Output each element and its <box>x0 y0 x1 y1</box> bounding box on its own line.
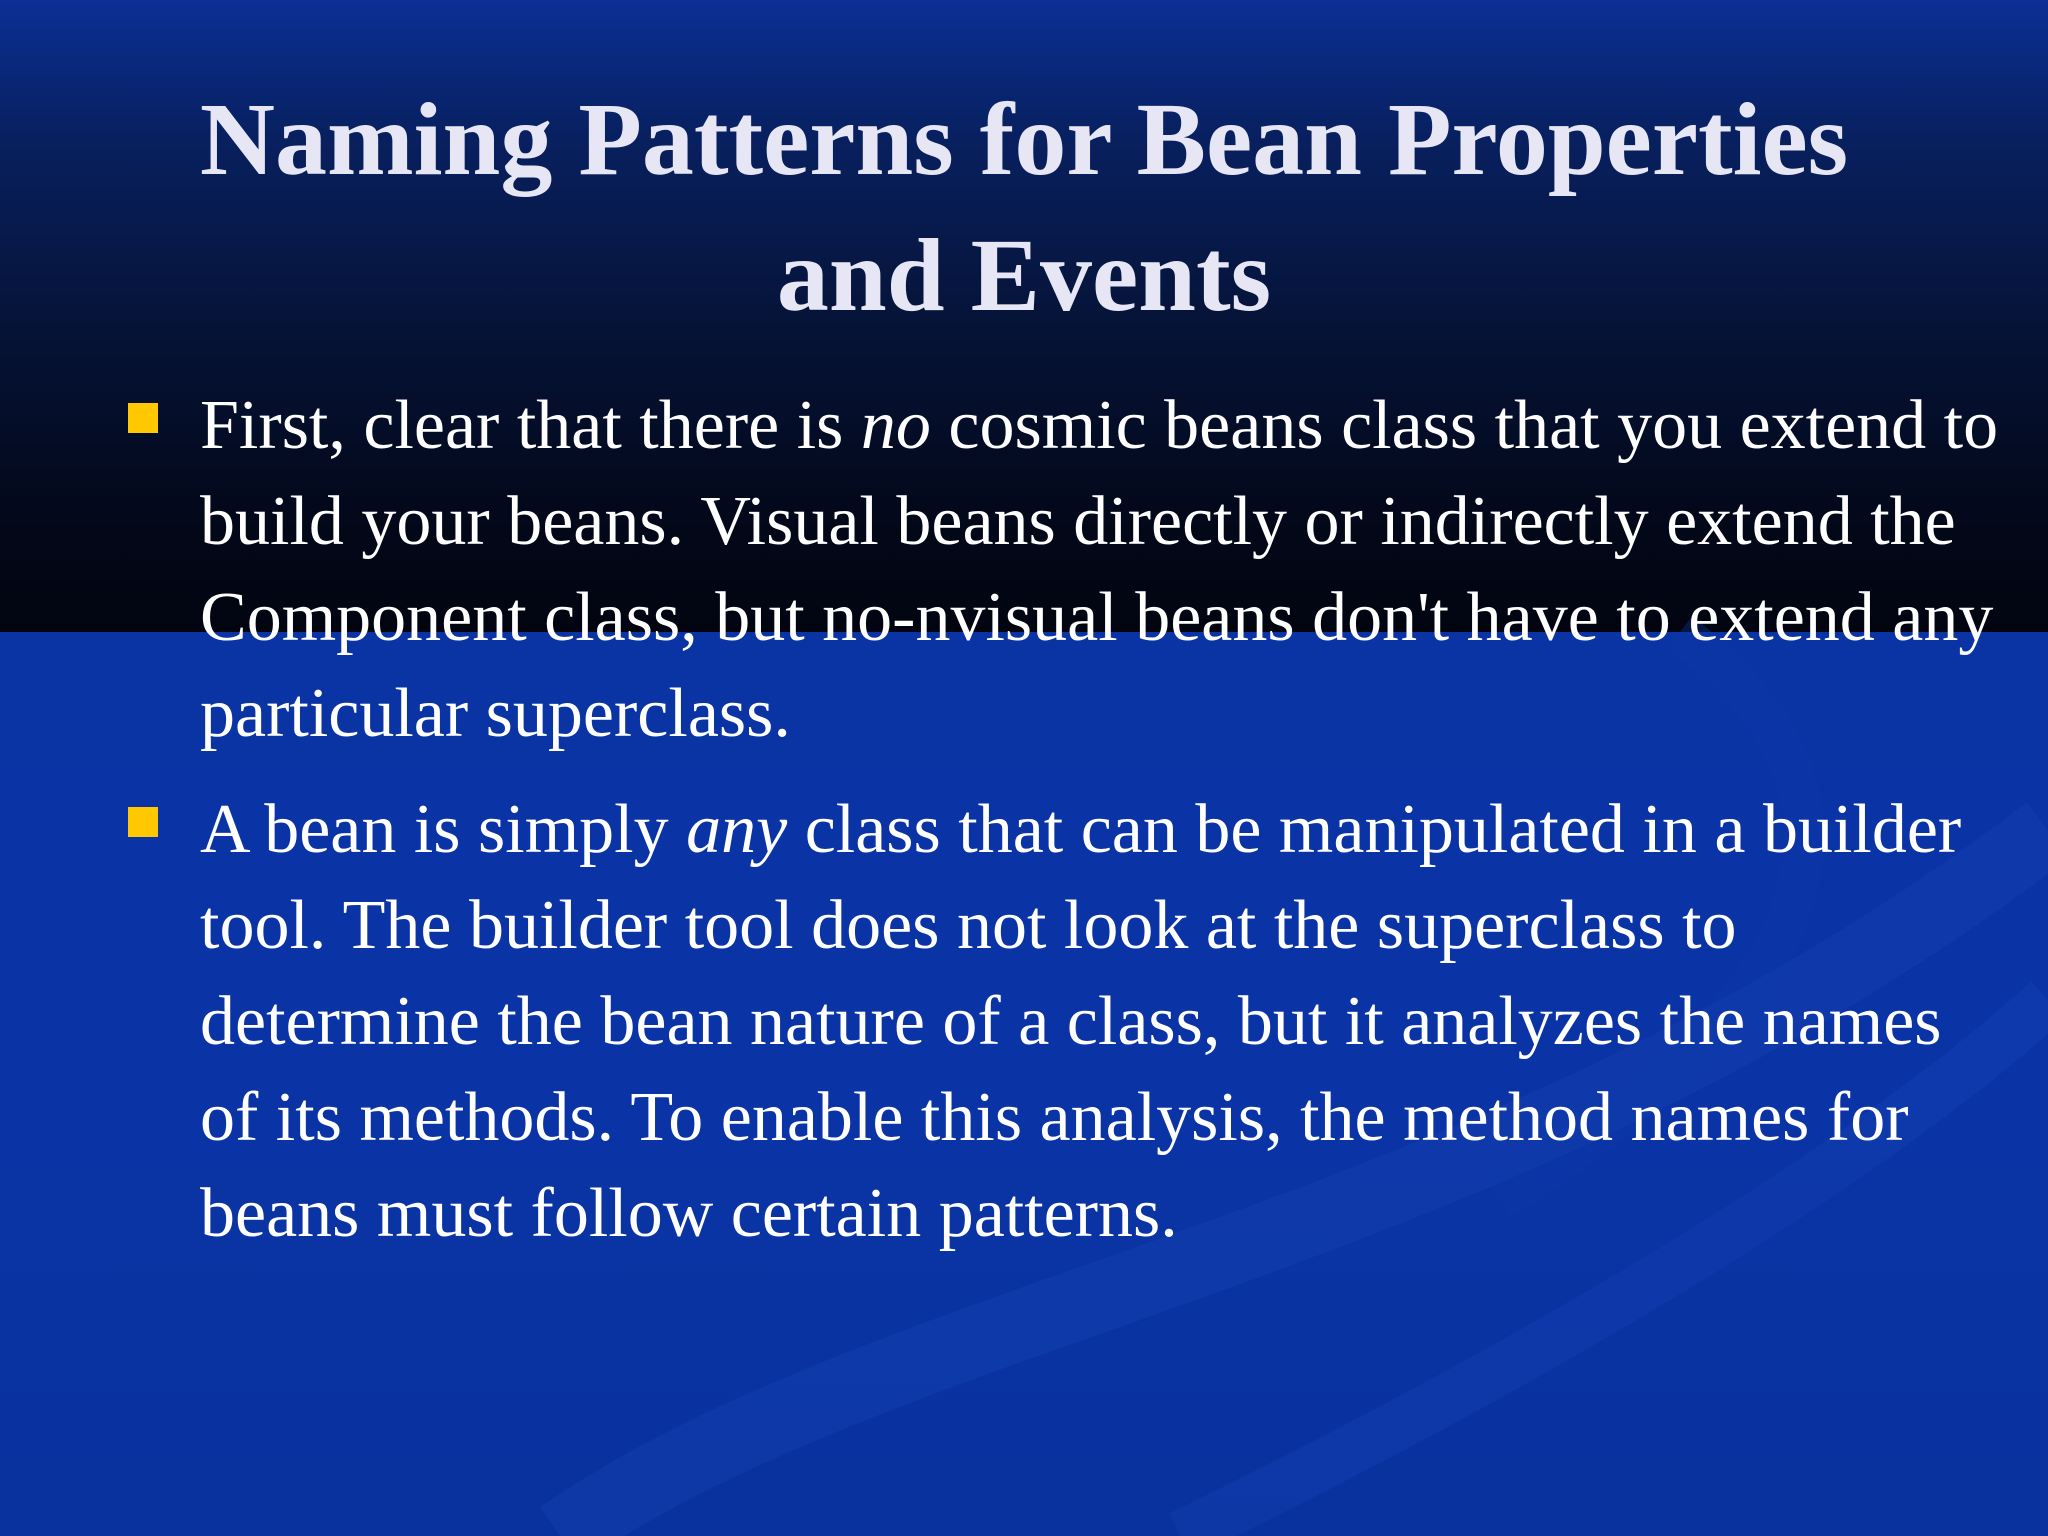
title-line-2: and Events <box>776 218 1272 333</box>
bullet-text-2 <box>200 791 1961 1252</box>
bullet-1-text-after: cosmic beans class that you extend to build your beans. Visual beans directly or indirectly extend the Component class, but no-nvisual beans don't have to extend any particular superclass. <box>200 387 1999 752</box>
bullet-text-1 <box>200 387 1998 752</box>
bullet-1-text-before: First, clear that there is <box>200 387 861 464</box>
title-line-1: Naming Patterns for Bean Properties <box>199 82 1849 197</box>
bullet-2-text-before: A bean is simply <box>200 791 687 868</box>
bullet-2-text-after: class that can be manipulated in a builder tool. The builder tool does not look at the superclass to determine the bean nature of a class, but it analyzes the names of its methods. To enable this analysis, the method names for beans must follow certain patterns. <box>200 791 1962 1252</box>
bullet-2-emphasis: any <box>686 791 788 868</box>
bullet-list <box>126 378 2006 1282</box>
bullet-item-2 <box>126 782 2006 1262</box>
bullet-1-emphasis: no <box>860 387 931 464</box>
bullet-item-1 <box>126 378 2006 762</box>
bullet-square-icon <box>128 403 158 433</box>
bullet-square-icon <box>128 807 158 837</box>
slide-title <box>60 72 1988 344</box>
